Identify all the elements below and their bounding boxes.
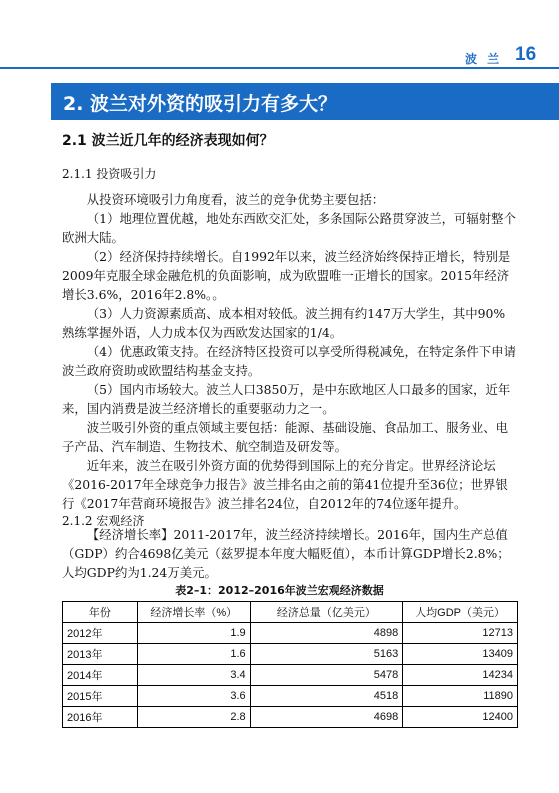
table-row <box>63 644 518 665</box>
table-cell: 1.9 <box>137 623 250 644</box>
macro-body <box>62 525 517 582</box>
subsection-title-macro: 2.1.2 宏观经济 <box>62 514 145 528</box>
investment-body <box>62 190 517 513</box>
table-header: 年份 <box>63 602 138 623</box>
table-cell: 12713 <box>403 623 518 644</box>
table-cell: 2016年 <box>63 707 138 728</box>
table-cell: 3.6 <box>137 686 250 707</box>
table-cell: 2.8 <box>137 707 250 728</box>
macro-data-table <box>62 601 518 728</box>
paragraph: （3）人力资源素质高、成本相对较低。波兰拥有约147万大学生，其中90%熟练掌握外语，人力成本仅为西欧发达国家的1/4。 <box>62 306 506 340</box>
table-row <box>63 707 518 728</box>
table-cell: 5478 <box>250 665 403 686</box>
paragraph: 近年来，波兰在吸引外资方面的优势得到国际上的充分肯定。世界经济论坛《2016-2017年全球竞争力报告》波兰排名由之前的第41位提升至36位；世界银行《2017年营商环境报告》波兰排名24位，自2012年的74位逐年提升。 <box>62 458 508 511</box>
paragraph: （5）国内市场较大。波兰人口3850万，是中东欧地区人口最多的国家，近年来，国内消费是波兰经济增长的重要驱动力之一。 <box>62 382 511 416</box>
table-header: 经济增长率（%） <box>137 602 250 623</box>
table-cell: 4698 <box>250 707 403 728</box>
paragraph: 【经济增长率】2011-2017年，波兰经济持续增长。2016年，国内生产总值（GDP）约合4698亿美元（兹罗提本年度大幅贬值），本币计算GDP增长2.8%；人均GDP约为1.24万美元。 <box>62 527 510 580</box>
table-cell: 4898 <box>250 623 403 644</box>
table-row <box>63 665 518 686</box>
paragraph: 波兰吸引外资的重点领域主要包括：能源、基础设施、食品加工、服务业、电子产品、汽车制造、生物技术、航空制造及研发等。 <box>62 420 509 454</box>
table-cell: 3.4 <box>137 665 250 686</box>
section-title: 2.1 波兰近几年的经济表现如何？ <box>62 133 274 149</box>
header-divider <box>0 67 559 69</box>
table-header: 经济总量（亿美元） <box>250 602 403 623</box>
table-header-row <box>63 602 518 623</box>
subsection-title-investment: 2.1.1 投资吸引力 <box>62 167 157 181</box>
table-row <box>63 686 518 707</box>
table-cell: 5163 <box>250 644 403 665</box>
table-cell: 11890 <box>403 686 518 707</box>
table-cell: 12400 <box>403 707 518 728</box>
header-country: 波 兰 <box>465 52 503 66</box>
table-caption: 表2–1：2012–2016年波兰宏观经济数据 <box>175 584 384 597</box>
paragraph: （1）地理位置优越，地处东西欧交汇处，多条国际公路贯穿波兰，可辐射整个欧洲大陆。 <box>62 211 516 245</box>
paragraph: 从投资环境吸引力角度看，波兰的竞争优势主要包括： <box>86 192 385 207</box>
table-cell: 2013年 <box>63 644 138 665</box>
page-number: 16 <box>515 44 537 65</box>
table-cell: 1.6 <box>137 644 250 665</box>
paragraph: （4）优惠政策支持。在经济特区投资可以享受所得税减免，在特定条件下申请波兰政府资助或欧盟结构基金支持。 <box>62 344 516 378</box>
table-cell: 14234 <box>403 665 518 686</box>
table-cell: 2015年 <box>63 686 138 707</box>
chapter-title-band <box>51 83 559 120</box>
table-cell: 2012年 <box>63 623 138 644</box>
table-cell: 4518 <box>250 686 403 707</box>
table-header: 人均GDP（美元） <box>403 602 518 623</box>
paragraph: （2）经济保持持续增长。自1992年以来，波兰经济始终保持正增长，特别是2009年克服全球金融危机的负面影响，成为欧盟唯一正增长的国家。2015年经济增长3.6%，2016年2.8%。。 <box>62 249 511 302</box>
table-row <box>63 623 518 644</box>
table-cell: 13409 <box>403 644 518 665</box>
table-cell: 2014年 <box>63 665 138 686</box>
chapter-title: 2. 波兰对外资的吸引力有多大？ <box>63 93 338 115</box>
